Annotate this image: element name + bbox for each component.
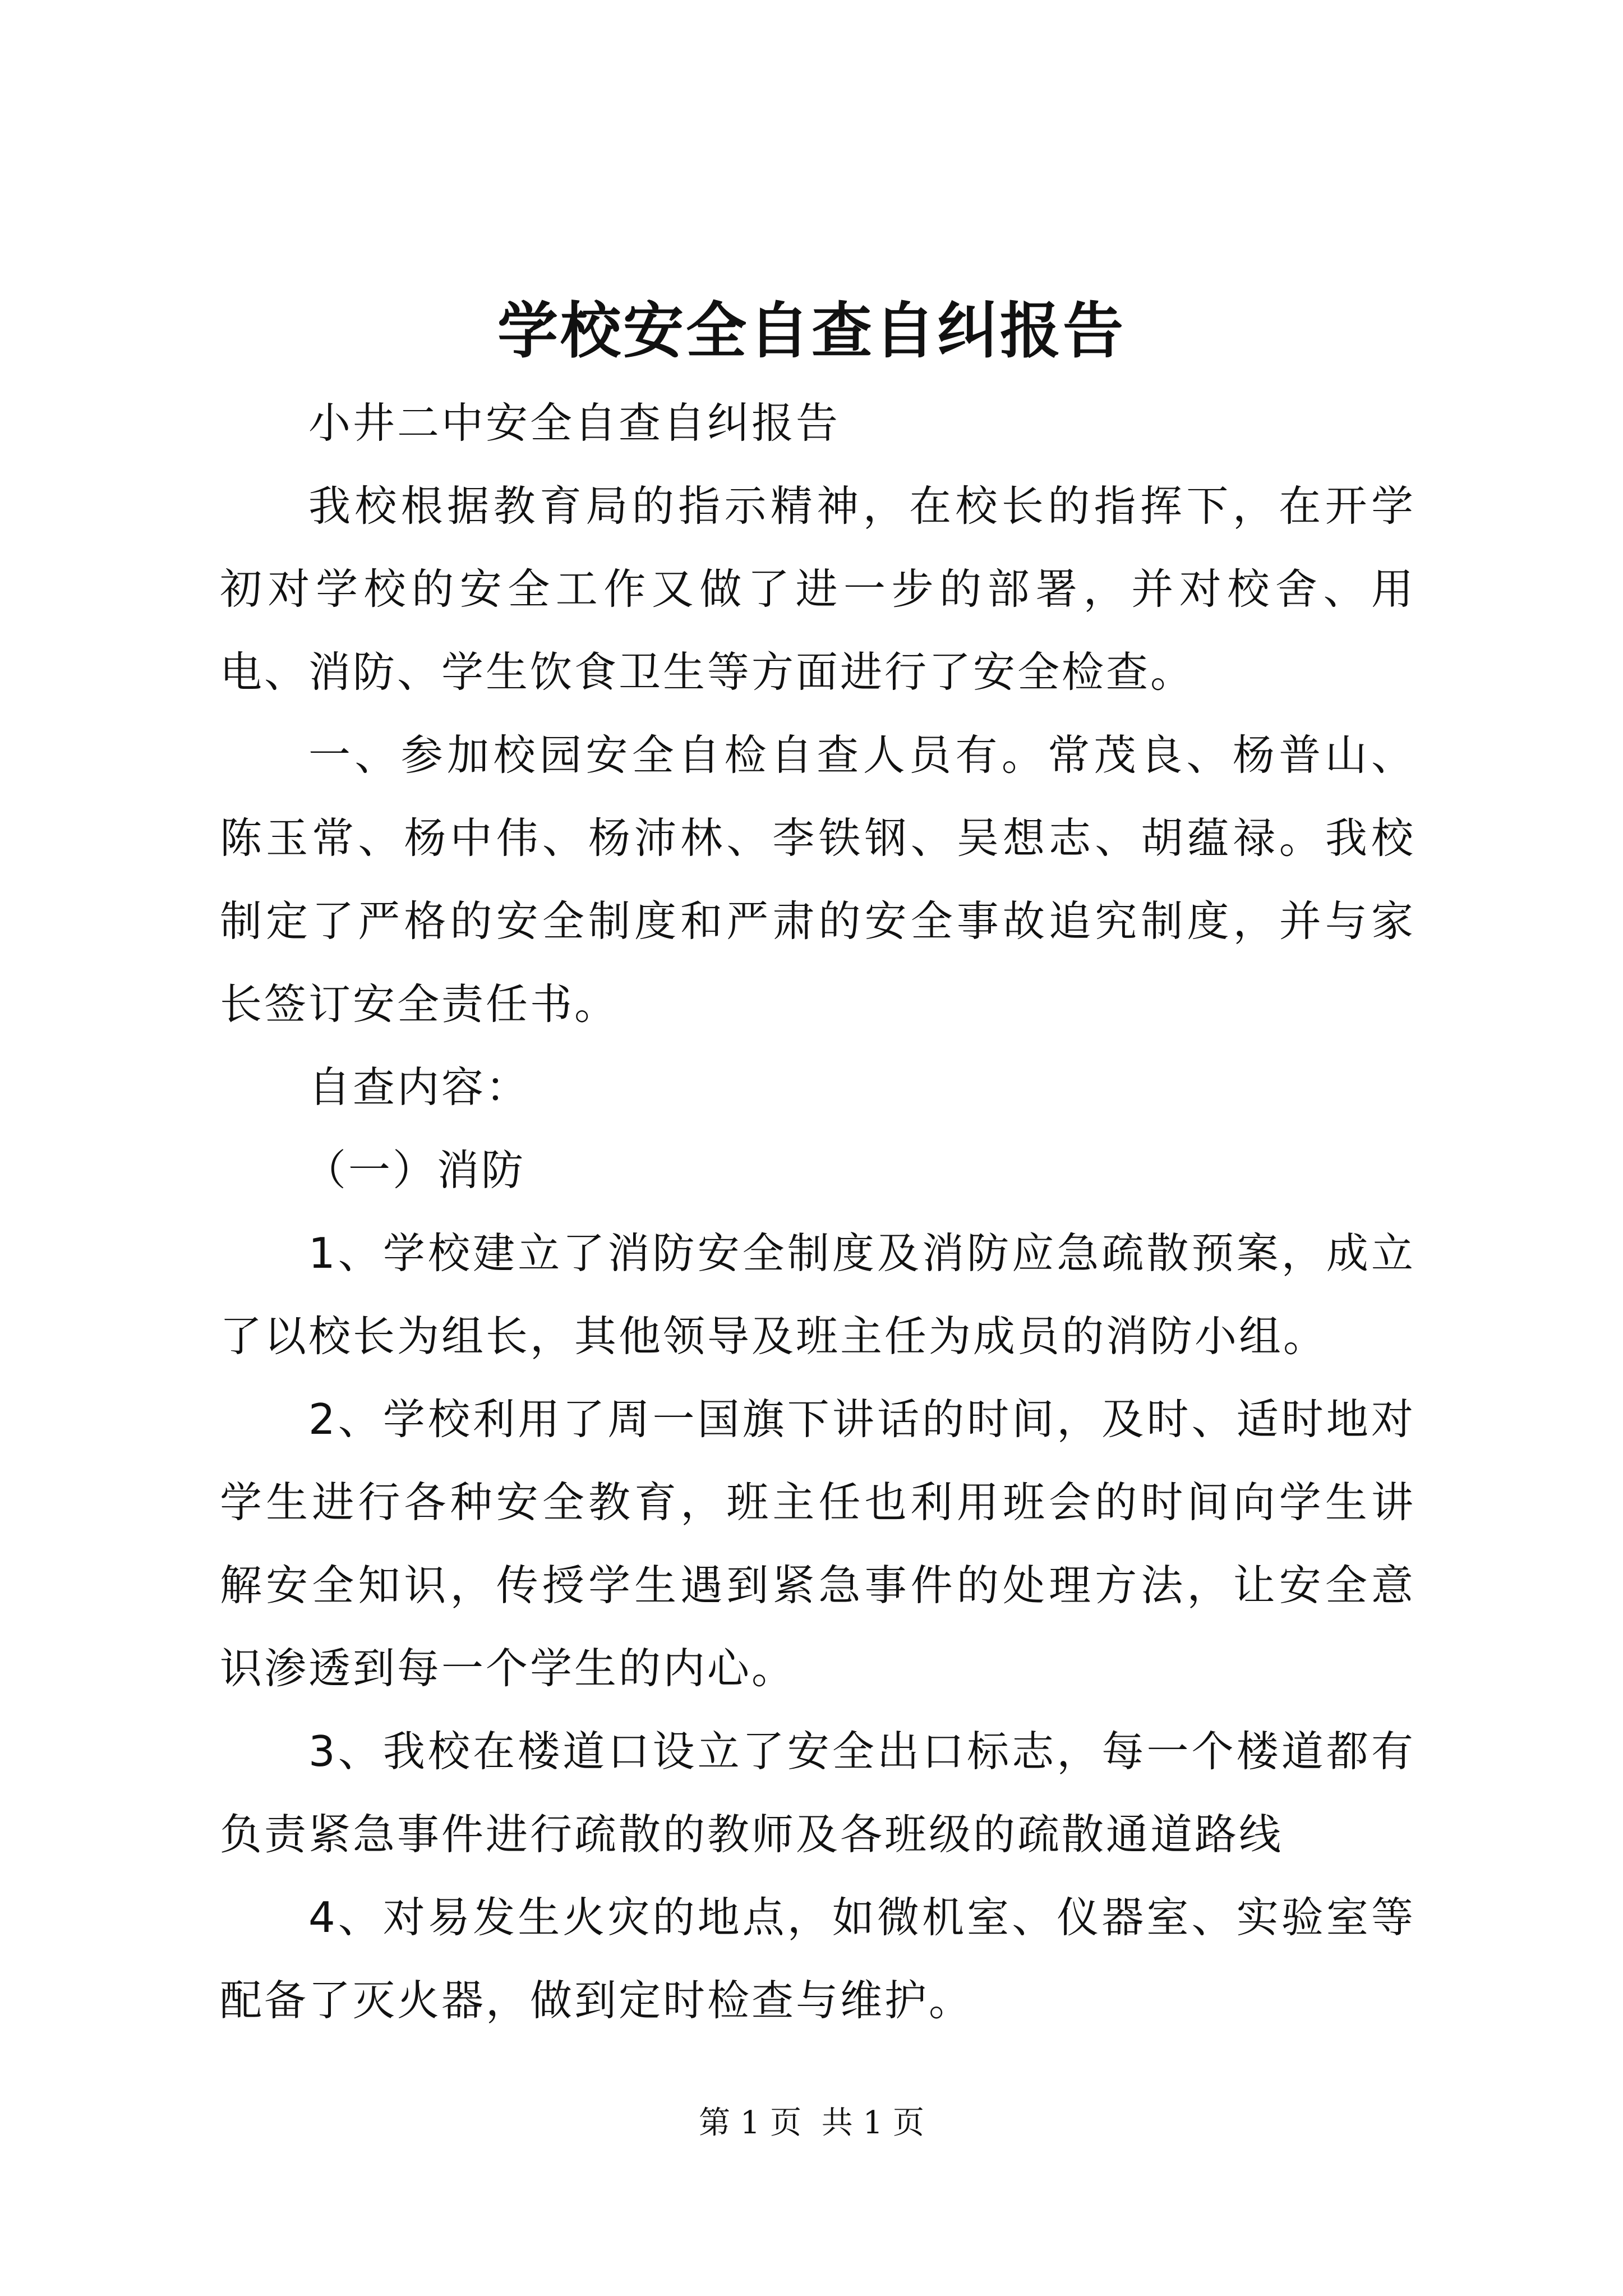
paragraph-item-4: 4、对易发生火灾的地点，如微机室、仪器室、实验室等配备了灭火器，做到定时检查与维护。	[220, 1893, 1415, 2025]
paragraph-item-1: 1、学校建立了消防安全制度及消防应急疏散预案，成立了以校长为组长，其他领导及班主任为成员的消防小组。	[220, 1228, 1415, 1361]
page-total-label: 共 1 页	[821, 2105, 925, 2141]
page-number-label: 第 1 页	[698, 2105, 802, 2141]
paragraph-intro: 我校根据教育局的指示精神，在校长的指挥下，在开学初对学校的安全工作又做了进一步的部署，并对校舍、用电、消防、学生饮食卫生等方面进行了安全检查。	[220, 481, 1415, 697]
paragraph-check-content-heading: 自查内容：	[308, 1062, 531, 1112]
page-footer	[0, 2101, 1623, 2146]
paragraph-section-one: 一、参加校园安全自检自查人员有。常茂良、杨普山、陈玉常、杨中伟、杨沛林、李铁钢、吴想志、胡蕴禄。我校制定了严格的安全制度和严肃的安全事故追究制度，并与家长签订安全责任书。	[220, 730, 1415, 1029]
paragraph-subtitle: 小井二中安全自查自纠报告	[308, 398, 841, 448]
paragraph-fire-heading: （一）消防	[304, 1145, 526, 1195]
paragraph-item-2: 2、学校利用了周一国旗下讲话的时间，及时、适时地对学生进行各种安全教育，班主任也利用班会的时间向学生讲解安全知识，传授学生遇到紧急事件的处理方法，让安全意识渗透到每一个学生的内心。	[220, 1395, 1415, 1693]
document-title: 学校安全自查自纠报告	[497, 296, 1126, 366]
document-body	[220, 381, 1415, 2042]
paragraph-item-3: 3、我校在楼道口设立了安全出口标志，每一个楼道都有负责紧急事件进行疏散的教师及各班级的疏散通道路线	[220, 1727, 1415, 1859]
